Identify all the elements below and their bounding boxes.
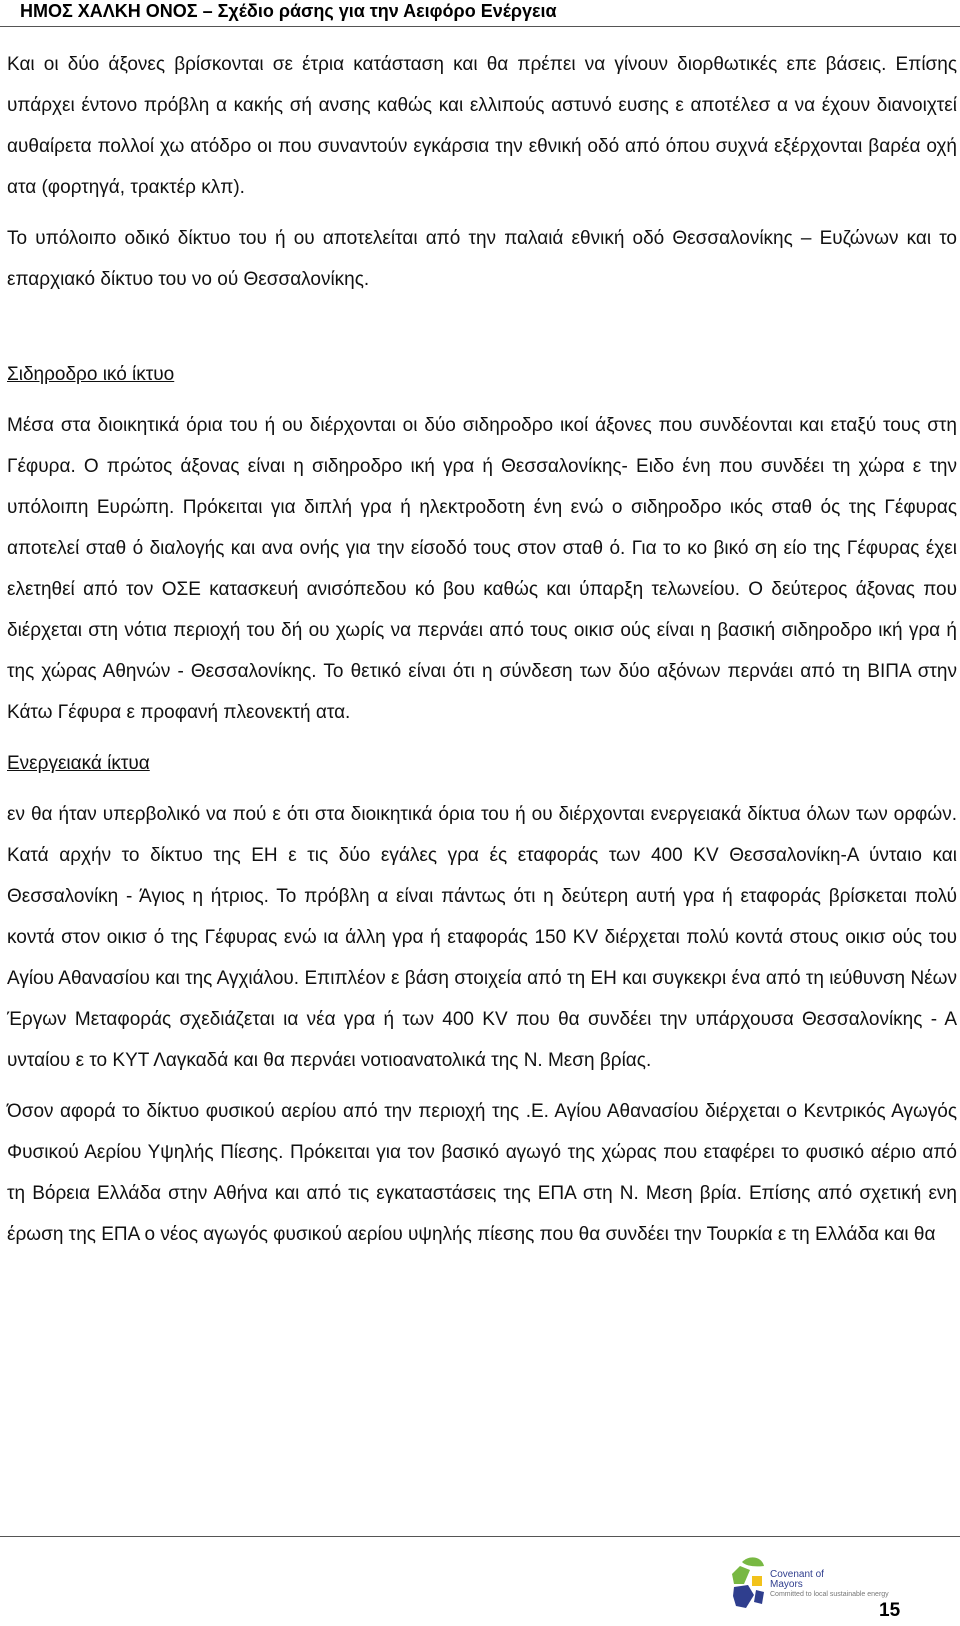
covenant-of-mayors-logo bbox=[728, 1554, 889, 1620]
section-heading-railway: Σιδηροδρο ικό ίκτυο bbox=[7, 364, 175, 385]
page-number: 15 bbox=[879, 1600, 901, 1621]
section-heading-energy-networks: Ενεργειακά ίκτυα bbox=[7, 753, 150, 774]
logo-title: Covenant of Mayors bbox=[770, 1569, 824, 1590]
header-divider bbox=[0, 26, 960, 27]
paragraph-road-axes: Και οι δύο άξονες βρίσκονται σε έτρια κατάσταση και θα πρέπει να γίνουν διορθωτικές επε βάσεις. Επίσης υπάρχει έντονο πρόβλη α κακής σή ανσης καθώς και ελλιπούς αστυνό ευσης ε αποτέλεσ α να έχουν διανοιχτεί αυθαίρετα πολλοί χω ατόδρο οι που συναντούν εγκάρσια την εθνική οδό από όπου συχνά εξέρχονται βαρέα οχή ατα (φορτηγά, τρακτέρ κλπ). bbox=[7, 54, 957, 198]
section-spacer bbox=[7, 310, 957, 354]
paragraph-natural-gas: Όσον αφορά το δίκτυο φυσικού αερίου από την περιοχή της .Ε. Αγίου Αθανασίου διέρχεται ο Κεντρικός Αγωγός Φυσικού Αερίου Υψηλής Πίεσης. Πρόκειται για τον βασικό αγωγό της χώρας που εταφέρει το φυσικό αέριο από τη Βόρεια Ελλάδα στην Αθήνα και από τις εγκαταστάσεις της ΕΠΑ στη Ν. Μεση βρία. Επίσης από σχετική ενη έρωση της ΕΠΑ ο νέος αγωγός φυσικού αερίου υψηλής πίεσης που θα συνδέει την Τουρκία ε τη Ελλάδα και θα bbox=[7, 1101, 957, 1245]
paragraph-power-lines: εν θα ήταν υπερβολικό να πού ε ότι στα διοικητικά όρια του ή ου διέρχονται ενεργειακά δίκτυα όλων των ορφών. Κατά αρχήν το δίκτυο της ΕΗ ε τις δύο εγάλες γρα ές εταφοράς των 400 KV Θεσσαλονίκη-Α ύνταιο και Θεσσαλονίκη - Άγιος η ήτριος. Το πρόβλη α είναι πάντως ότι η δεύτερη αυτή γρα ή εταφοράς βρίσκεται πολύ κοντά στον οικισ ό της Γέφυρας ενώ ια άλλη γρα ή εταφοράς 150 KV διέρχεται πολύ κοντά στους οικισ ούς του Αγίου Αθανασίου και της Αγχιάλου. Επιπλέον ε βάση στοιχεία από τη ΕΗ και συγκεκρι ένα από τη ιεύθυνση Νέων Έργων Μεταφοράς σχεδιάζεται ια νέα γρα ή των 400 KV που θα συνδέει την υπάρχουσα Θεσσαλονίκης - Α υνταίου ε το ΚΥΤ Λαγκαδά και θα περνάει νοτιοανατολικά της Ν. Μεση βρίας. bbox=[7, 804, 957, 1071]
paragraph-railway-network: Μέσα στα διοικητικά όρια του ή ου διέρχονται οι δύο σιδηροδρο ικοί άξονες που συνδέονται και εταξύ τους στη Γέφυρα. Ο πρώτος άξονας είναι η σιδηροδρο ική γρα ή Θεσσαλονίκης- Ειδο ένη που συνδέει τη χώρα ε την υπόλοιπη Ευρώπη. Πρόκειται για διπλή γρα ή ηλεκτροδοτη ένη ενώ ο σιδηροδρο ικός σταθ ός της Γέφυρας αποτελεί σταθ ό διαλογής και ανα ονής για την είσοδό τους στον σταθ ό. Για το κο βικό ση είο της Γέφυρας έχει ελετηθεί από τον ΟΣΕ κατασκευή ανισόπεδου κό βου καθώς και ύπαρξη τελωνείου. Ο δεύτερος άξονας που διέρχεται στη νότια περιοχή του δή ου χωρίς να περνάει από τους οικισ ούς είναι η βασική σιδηροδρο ική γρα ή της χώρας Αθηνών - Θεσσαλονίκης. Το θετικό είναι ότι η σύνδεση των δύο αξόνων περνάει από τη ΒΙΠΑ στην Κάτω Γέφυρα ε προφανή πλεονεκτή ατα. bbox=[7, 415, 957, 723]
page-header-title: ΗΜΟΣ ΧΑΛΚΗ ΟΝΟΣ – Σχέδιο ράσης για την Αειφόρο Ενέργεια bbox=[20, 1, 557, 21]
logo-tagline: Committed to local sustainable energy bbox=[770, 1591, 889, 1598]
covenant-of-mayors-logo-mark-icon bbox=[728, 1554, 768, 1618]
paragraph-remaining-road-network: Το υπόλοιπο οδικό δίκτυο του ή ου αποτελείται από την παλαιά εθνική οδό Θεσσαλονίκης – Ευζώνων και το επαρχιακό δίκτυο του νο ού Θεσσαλονίκης. bbox=[7, 228, 957, 290]
footer-divider bbox=[0, 1536, 960, 1537]
document-body bbox=[7, 44, 957, 1265]
